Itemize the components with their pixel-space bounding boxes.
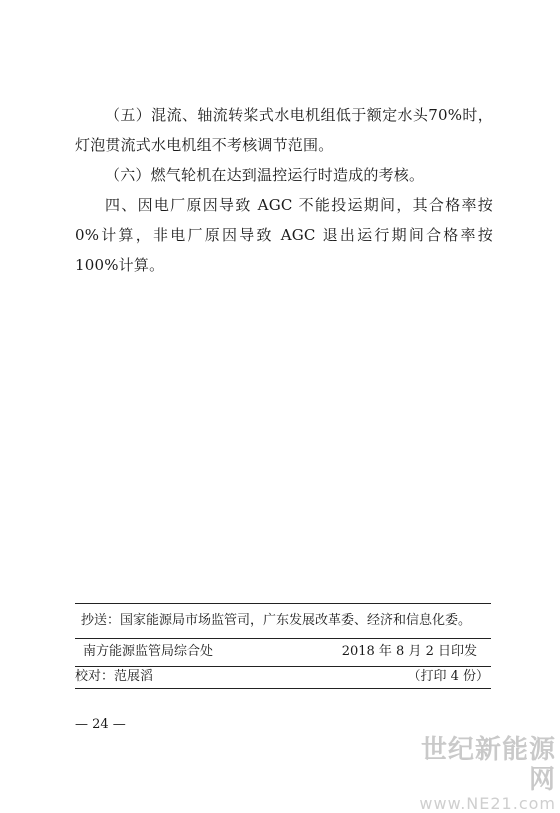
proofreader: 校对：范展滔: [75, 669, 154, 684]
watermark-url-text: www.NE21.com: [419, 794, 556, 813]
issuer-row: [75, 637, 491, 667]
paragraph-agc-pass-rate: 四、因电厂原因导致 AGC 不能投运期间，其合格率按 0%计算，非电厂原因导致 AGC 退出运行期间合格率按 100%计算。: [75, 196, 493, 274]
page-number: — 24 —: [75, 717, 126, 732]
site-watermark: [396, 735, 556, 813]
watermark-cn-text: 世纪新能源网: [420, 735, 556, 795]
issue-date: 2018 年 8 月 2 日印发: [341, 644, 477, 659]
print-count: （打印 4 份）: [407, 669, 489, 684]
paragraph-mixed-flow-hydro: （五）混流、轴流转桨式水电机组低于额定水头70%时，灯泡贯流式水电机组不考核调节范围。: [75, 106, 493, 154]
paragraph-gas-turbine: （六）燃气轮机在达到温控运行时造成的考核。: [105, 166, 425, 184]
cc-line: [75, 603, 491, 639]
cc-text: 抄送：国家能源局市场监管司，广东发展改革委、经济和信息化委。: [81, 613, 472, 628]
issuer-name: 南方能源监管局综合处: [83, 644, 214, 659]
proofreader-row: [75, 666, 491, 689]
